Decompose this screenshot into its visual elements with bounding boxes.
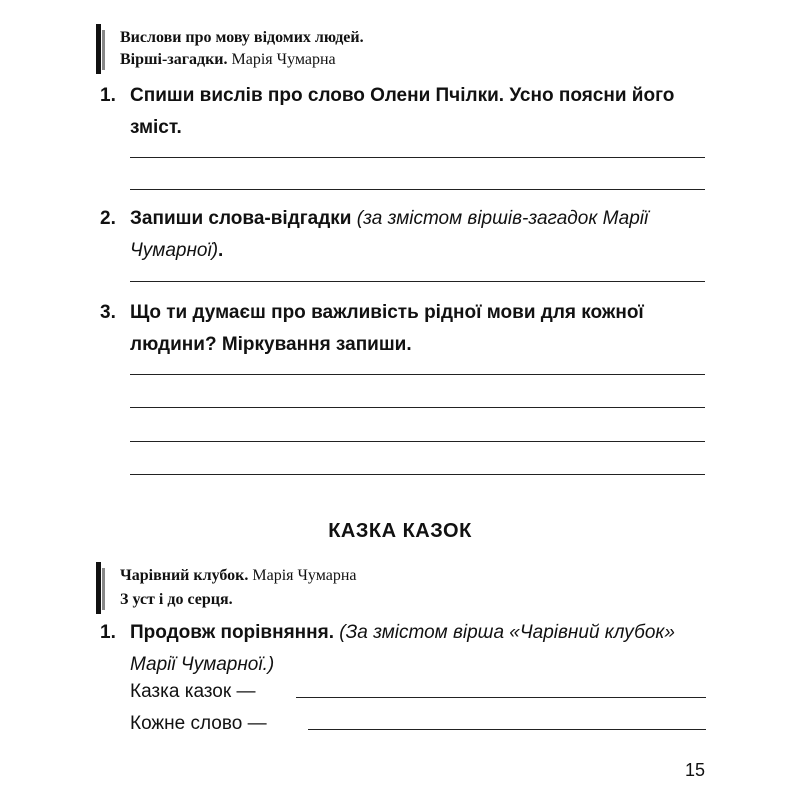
answer-line[interactable]: [130, 281, 705, 282]
answer-line[interactable]: [130, 374, 705, 375]
task-continue-comparison: 1. Продовж порівняння. (За змістом вірша «Чарівний клубок» Марії Чумарної.): [100, 622, 675, 675]
header-line-1: Вислови про мову відомих людей.: [120, 29, 364, 46]
fill-label: Казка казок —: [130, 681, 256, 702]
page-number: 15: [684, 760, 705, 780]
answer-line[interactable]: [130, 474, 705, 475]
header-line-2: Вірші-загадки. Марія Чумарна: [120, 51, 336, 68]
answer-line[interactable]: [130, 157, 705, 158]
fill-label: Кожне слово —: [130, 713, 267, 734]
section-marker: [96, 24, 108, 74]
answer-line[interactable]: [130, 189, 705, 190]
header2-line-1: Чарівний клубок. Марія Чумарна: [120, 567, 357, 584]
section-title: КАЗКА КАЗОК: [328, 520, 472, 542]
answer-line[interactable]: [130, 441, 705, 442]
section-marker: [96, 562, 108, 614]
fill-answer-line[interactable]: [296, 697, 706, 698]
answer-line[interactable]: [130, 407, 705, 408]
header2-line-2: З уст і до серця.: [120, 591, 233, 608]
task-3: 3. Що ти думаєш про важливість рідної мови для кожної людини? Міркування запиши.: [100, 302, 644, 355]
fill-answer-line[interactable]: [308, 729, 706, 730]
task-1: 1. Спиши вислів про слово Олени Пчілки. Усно поясни його зміст.: [100, 85, 675, 138]
task-2: 2. Запиши слова-відгадки (за змістом віршів-загадок Марії Чумарної).: [100, 208, 649, 261]
